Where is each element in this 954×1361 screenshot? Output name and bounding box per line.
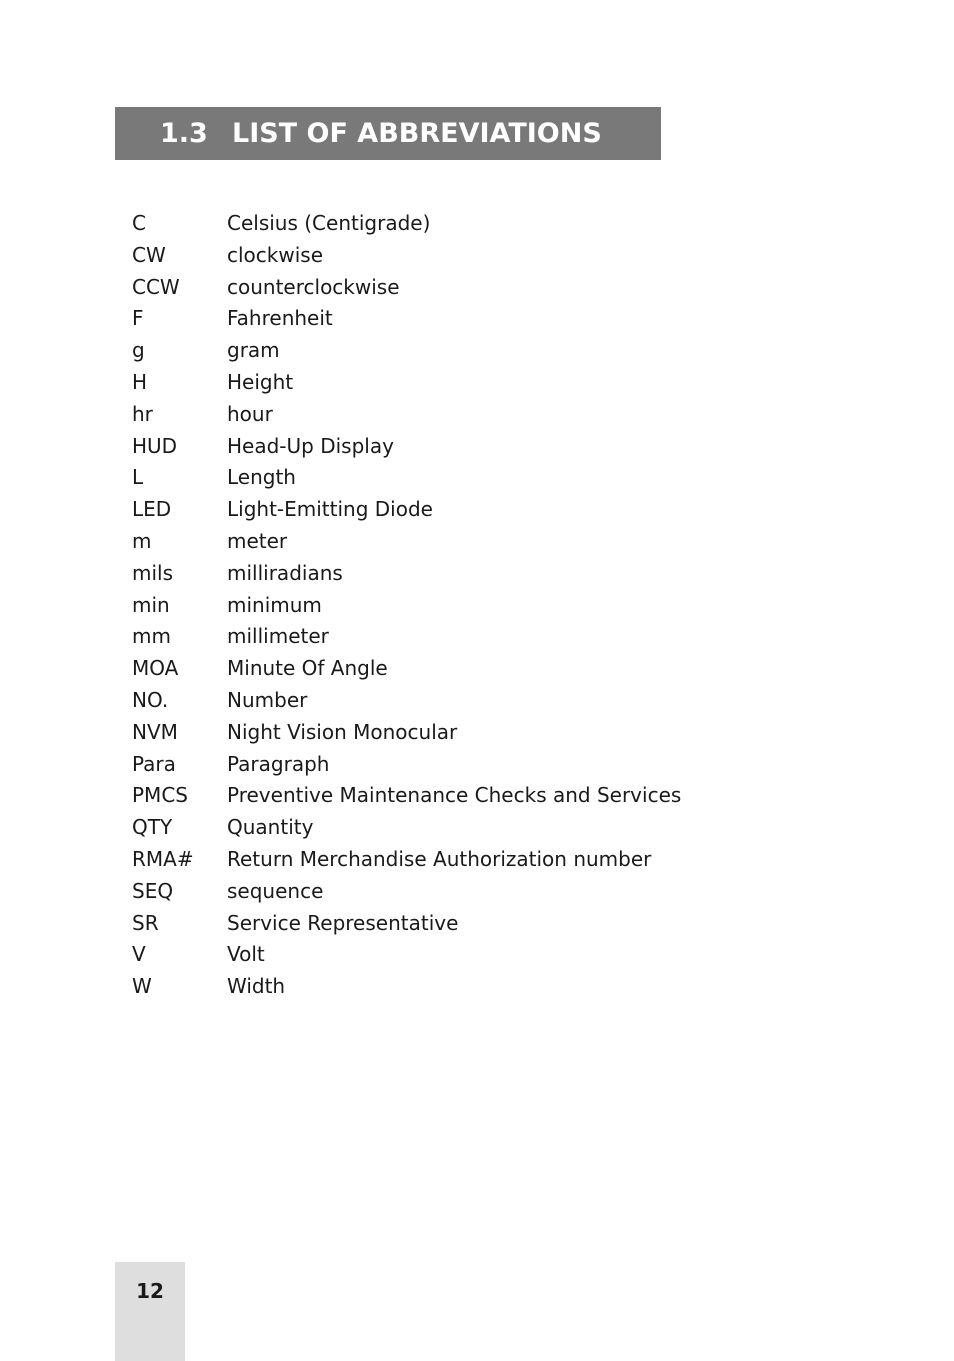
abbreviation-row [132,844,681,876]
abbreviation-meaning: Night Vision Monocular [227,719,458,744]
abbreviation-meaning: meter [227,528,288,553]
abbreviation-term: RMA# [132,846,194,871]
abbreviation-meaning: Number [227,687,308,712]
abbreviation-meaning: sequence [227,878,324,903]
abbreviation-row [132,685,681,717]
abbreviation-row [132,240,681,272]
abbreviation-meaning: Light-Emitting Diode [227,497,433,522]
abbreviation-meaning: millimeter [227,624,329,649]
abbreviation-term: SR [132,910,159,935]
abbreviation-term: CW [132,242,166,267]
abbreviation-term: H [132,369,148,394]
abbreviation-meaning: Head-Up Display [227,433,394,458]
abbreviation-row [132,399,681,431]
abbreviation-term: V [132,942,146,967]
abbreviation-row [132,335,681,367]
abbreviation-term: PMCS [132,783,188,808]
abbreviation-row [132,303,681,335]
abbreviation-term: HUD [132,433,178,458]
abbreviation-meaning: Fahrenheit [227,306,333,331]
section-title: LIST OF ABBREVIATIONS [232,118,602,149]
abbreviation-meaning: counterclockwise [227,274,400,299]
abbreviation-row [132,717,681,749]
abbreviation-meaning: Width [227,974,286,999]
abbreviation-term: W [132,974,152,999]
abbreviation-term: MOA [132,656,179,681]
abbreviation-term: hr [132,401,153,426]
abbreviation-meaning: Minute Of Angle [227,656,388,681]
abbreviation-row [132,272,681,304]
abbreviation-term: m [132,528,152,553]
abbreviation-term: NO. [132,687,169,712]
abbreviation-row [132,653,681,685]
abbreviation-row [132,939,681,971]
abbreviation-row [132,367,681,399]
abbreviation-meaning: hour [227,401,273,426]
abbreviation-meaning: Preventive Maintenance Checks and Services [227,783,682,808]
abbreviation-term: mm [132,624,171,649]
abbreviation-row [132,590,681,622]
abbreviation-term: C [132,211,146,235]
page-number-tab [115,1262,185,1361]
abbreviation-row [132,621,681,653]
abbreviation-term: QTY [132,815,173,840]
abbreviation-term: CCW [132,274,180,299]
abbreviation-row [132,558,681,590]
abbreviation-row [132,526,681,558]
abbreviation-meaning: Service Representative [227,910,459,935]
abbreviation-row [132,812,681,844]
abbreviation-term: min [132,592,170,617]
abbreviation-term: LED [132,497,172,522]
abbreviation-term: NVM [132,719,178,744]
abbreviation-meaning: gram [227,338,280,363]
abbreviation-meaning: Height [227,369,294,394]
abbreviation-row [132,780,681,812]
abbreviation-list [132,208,681,1003]
abbreviation-meaning: Length [227,465,296,490]
abbreviation-meaning: Celsius (Centigrade) [227,211,431,235]
abbreviation-term: Para [132,751,176,776]
abbreviation-row [132,208,681,240]
abbreviation-row [132,876,681,908]
page-number: 12 [136,1279,164,1303]
section-header [115,107,661,160]
abbreviation-row [132,462,681,494]
abbreviation-term: mils [132,560,174,585]
abbreviation-term: g [132,338,145,363]
abbreviation-row [132,749,681,781]
abbreviation-row [132,908,681,940]
abbreviation-row [132,494,681,526]
abbreviation-row [132,971,681,1003]
abbreviation-meaning: minimum [227,592,322,617]
abbreviation-meaning: Paragraph [227,751,330,776]
abbreviation-meaning: Volt [227,942,265,967]
abbreviation-meaning: Quantity [227,815,314,840]
abbreviation-meaning: Return Merchandise Authorization number [227,846,652,871]
abbreviation-row [132,431,681,463]
abbreviation-term: F [132,306,144,331]
abbreviation-meaning: clockwise [227,242,324,267]
abbreviation-meaning: milliradians [227,560,343,585]
abbreviation-term: L [132,465,144,490]
abbreviation-term: SEQ [132,878,174,903]
section-number: 1.3 [160,118,208,149]
